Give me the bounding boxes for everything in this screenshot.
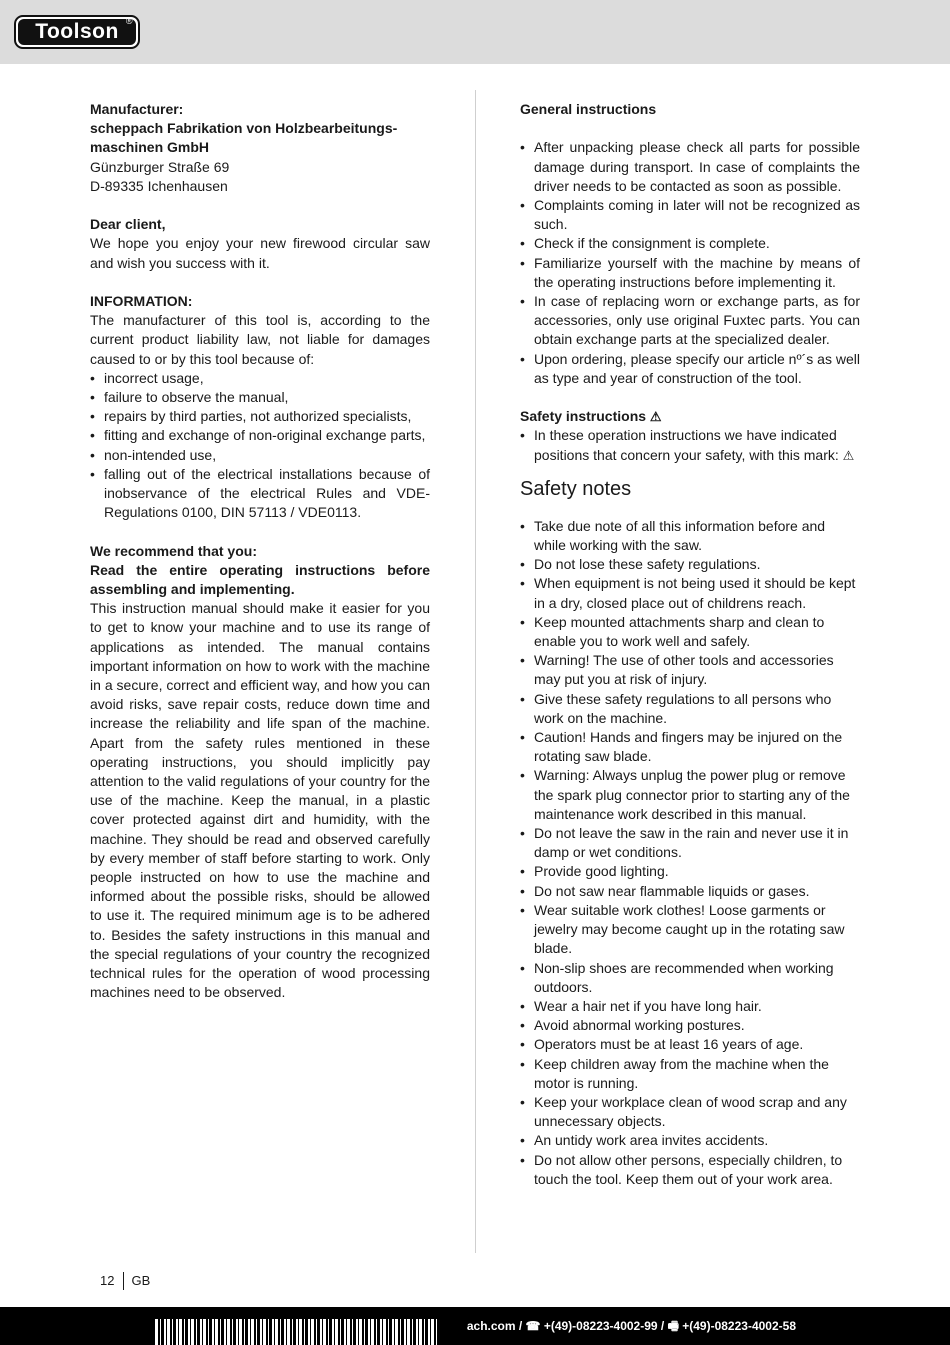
safety-instructions-label: Safety instructions — [520, 408, 647, 425]
list-item: • Wear suitable work clothes! Loose garments or jewelry may become caught up in the rotating saw blade. — [520, 901, 860, 959]
list-item — [520, 426, 860, 464]
contact-bar — [0, 1307, 950, 1345]
list-item: • Do not saw near flammable liquids or gases. — [520, 882, 860, 901]
list-item: • Warning! The use of other tools and accessories may put you at risk of injury. — [520, 651, 860, 689]
list-item: • failure to observe the manual, — [90, 388, 430, 407]
list-item: • Caution! Hands and fingers may be injured on the rotating saw blade. — [520, 728, 860, 766]
list-item: • Do not lose these safety regulations. — [520, 555, 860, 574]
warning-triangle-icon: ⚠ — [649, 409, 662, 425]
list-item: • When equipment is not being used it should be kept in a dry, closed place out of childrens reach. — [520, 574, 860, 612]
recommend-heading: We recommend that you: — [90, 542, 257, 559]
address-street: Günzburger Straße 69 — [90, 158, 230, 175]
list-item: • Complaints coming in later will not be recognized as such. — [520, 196, 860, 234]
logo-text: Toolson — [35, 20, 119, 43]
list-item: • Keep your workplace clean of wood scrap and any unnecessary objects. — [520, 1093, 860, 1131]
contact-text: ach.com / ☎ +(49)-08223-4002-99 / 🖷 +(49)-08223-4002-58 — [466, 1319, 796, 1333]
list-item: • Operators must be at least 16 years of age. — [520, 1035, 860, 1054]
list-item: • In case of replacing worn or exchange parts, as for accessories, only use original Fuxtec parts. You can obtain exchange parts at the specialized dealer. — [520, 292, 860, 350]
list-item: • An untidy work area invites accidents. — [520, 1131, 860, 1150]
registered-mark: ® — [125, 16, 133, 26]
information-heading: INFORMATION: — [90, 293, 193, 309]
address-city: D-89335 Ichenhausen — [90, 177, 228, 194]
list-item: • Do not leave the saw in the rain and never use it in damp or wet conditions. — [520, 824, 860, 862]
dear-heading: Dear client, — [90, 216, 166, 233]
list-item: • incorrect usage, — [90, 369, 430, 388]
general-instructions-list — [520, 138, 860, 388]
footer-divider — [123, 1272, 124, 1290]
list-item: • Provide good lighting. — [520, 862, 860, 881]
dear-text: We hope you enjoy your new firewood circular saw and wish you success with it. — [90, 235, 430, 271]
list-item: • Keep children away from the machine when the motor is running. — [520, 1055, 860, 1093]
liability-list — [90, 369, 430, 523]
list-item: • Warning: Always unplug the power plug or remove the spark plug connector prior to starting any of the maintenance work described in this manual. — [520, 766, 860, 824]
safety-notes-heading: Safety notes — [520, 477, 632, 500]
safety-instructions-text: In these operation instructions we have indicated positions that concern your safety, with this mark: — [534, 427, 839, 463]
list-item: • Check if the consignment is complete. — [520, 234, 860, 253]
list-item: • Wear a hair net if you have long hair. — [520, 997, 860, 1016]
information-text: The manufacturer of this tool is, according to the current product liability law, not liable for damages caused to or by this tool because of: — [90, 312, 430, 367]
toolson-logo — [14, 15, 140, 49]
list-item: • non-intended use, — [90, 446, 430, 465]
page-footer — [100, 1272, 150, 1290]
list-item: • Give these safety regulations to all persons who work on the machine. — [520, 690, 860, 728]
general-instructions-heading: General instructions — [520, 101, 657, 117]
safety-instructions-list — [520, 426, 860, 464]
column-divider — [475, 90, 476, 1253]
page-number: 12 — [100, 1273, 115, 1288]
list-item: • Keep mounted attachments sharp and clean to enable you to work well and safely. — [520, 613, 860, 651]
safety-notes-list — [520, 517, 860, 1189]
manufacturer-name: scheppach Fabrikation von Holzbearbeitungs-maschinen GmbH — [90, 120, 398, 156]
left-column — [90, 100, 430, 1003]
list-item: • Upon ordering, please specify our article nº´s as well as type and year of construction of the tool. — [520, 350, 860, 388]
language-code: GB — [131, 1273, 151, 1288]
recommend-bold: Read the entire operating instructions before assembling and implementing. — [90, 561, 430, 598]
list-item: • Avoid abnormal working postures. — [520, 1016, 860, 1035]
list-item: • Do not allow other persons, especially children, to touch the tool. Keep them out of your work area. — [520, 1151, 860, 1189]
list-item: • Familiarize yourself with the machine by means of the operating instructions before implementing it. — [520, 254, 860, 292]
list-item: • falling out of the electrical installations because of inobservance of the electrical Rules and VDE-Regulations 0100, DIN 57113 / VDE0113. — [90, 465, 430, 523]
safety-instructions-heading — [520, 407, 860, 426]
list-item: • Non-slip shoes are recommended when working outdoors. — [520, 959, 860, 997]
list-item: • repairs by third parties, not authorized specialists, — [90, 407, 430, 426]
header-bar — [0, 0, 950, 64]
list-item: • Take due note of all this information before and while working with the saw. — [520, 517, 860, 555]
right-column — [520, 100, 860, 1189]
list-item: • After unpacking please check all parts for possible damage during transport. In case of complaints the driver needs to be contacted as soon as possible. — [520, 138, 860, 196]
barcode-graphic — [155, 1319, 440, 1345]
recommend-text: This instruction manual should make it easier for you to get to know your machine and to use its range of applications as intended. The manual contains important information on how to work with the machine in a secure, correct and efficient way, and how you can avoid risks, save repair costs, reduce down time and increase the reliability and life span of the machine. Apart from the safety rules mentioned in these operating instructions, you should implicitly pay attention to the valid regulations of your country for the use of the machine. Keep the manual, in a plastic cover protected against dirt and humidity, with the machine. They should be read and observed carefully by every member of staff before starting to work. Only people instructed on how to use the machine and informed about the possible risks, should be allowed to use it. The required minimum age is to be adhered to. Besides the safety instructions in this manual and the special regulations of your country the recognized technical rules for the operation of wood processing machines need to be observed. — [90, 600, 430, 1001]
warning-triangle-icon: ⚠ — [842, 447, 855, 463]
list-item: • fitting and exchange of non-original exchange parts, — [90, 426, 430, 445]
manufacturer-label: Manufacturer: — [90, 101, 184, 117]
